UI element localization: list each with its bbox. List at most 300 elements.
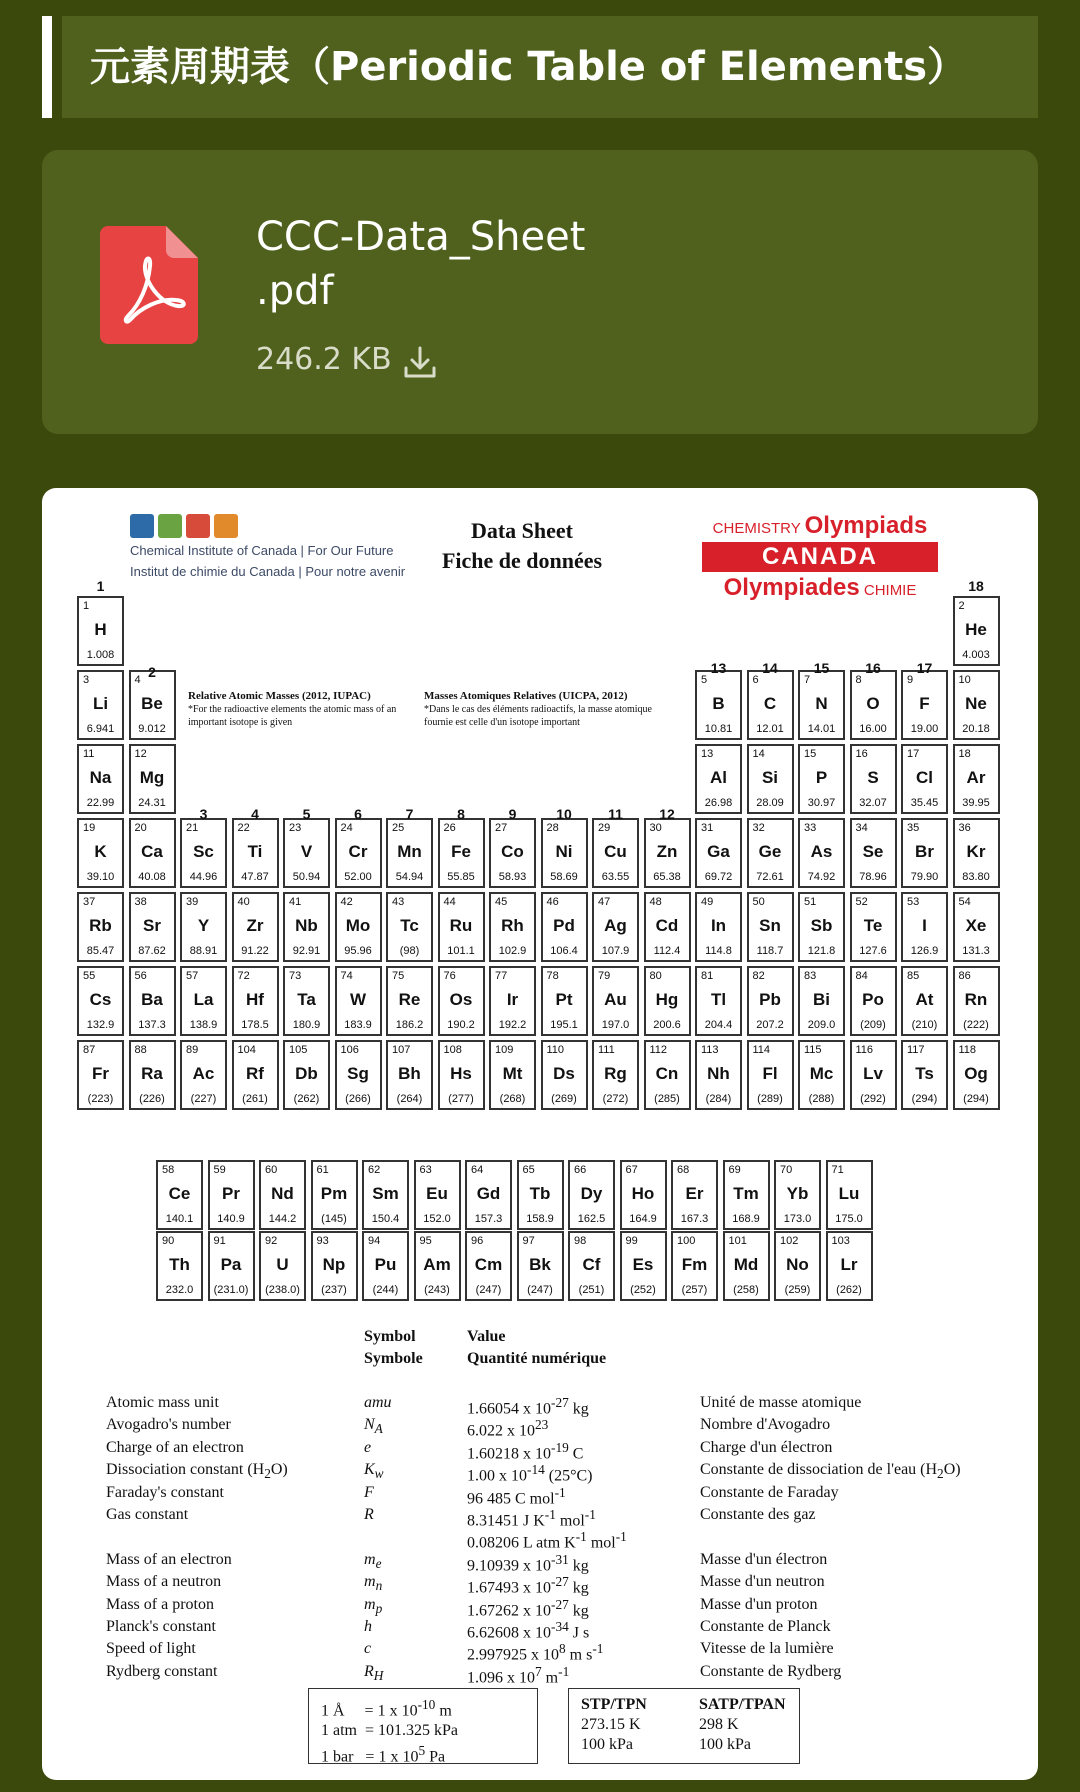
element-symbol: Og (964, 1064, 988, 1083)
element-cell-sn (747, 892, 794, 962)
const-name-fr: Nombre d'Avogadro (700, 1416, 831, 1434)
note-fr-body: *Dans le cas des éléments radioactifs, la masse atomique fournie est celle d'un isotope important (424, 704, 652, 728)
element-symbol: Mc (809, 1064, 834, 1083)
element-symbol: Ta (297, 990, 316, 1009)
atomic-number: 7 (804, 674, 811, 686)
element-cell-ar (953, 744, 1000, 814)
const-value: 96 485 C mol$^{-1}$ (467, 1484, 566, 1507)
const-symbol: $m_p$ (364, 1595, 383, 1616)
atomic-number: 10 (958, 674, 971, 686)
atomic-mass: 52.00 (344, 871, 372, 883)
atomic-number: 75 (392, 970, 405, 982)
element-cell-cn (644, 1040, 691, 1110)
element-symbol: Os (449, 990, 473, 1009)
atomic-number: 50 (752, 896, 765, 908)
atomic-mass: (243) (424, 1284, 450, 1296)
element-cell-ca (129, 818, 176, 888)
atomic-mass: 150.4 (371, 1213, 400, 1225)
element-symbol: Ac (192, 1064, 215, 1083)
element-cell-ga (695, 818, 742, 888)
element-symbol: Sc (193, 842, 214, 861)
element-symbol: Nh (707, 1064, 730, 1083)
atomic-number: 98 (574, 1235, 587, 1247)
atomic-number: 37 (83, 896, 96, 908)
atomic-mass: 9.012 (138, 723, 166, 735)
atomic-mass: 26.98 (704, 797, 733, 809)
atomic-number: 19 (83, 822, 96, 834)
atomic-number: 1 (83, 600, 90, 612)
element-symbol: K (94, 842, 107, 861)
value-header (467, 1326, 606, 1370)
element-cell-ti (232, 818, 279, 888)
element-symbol: Ce (168, 1184, 191, 1203)
note-en-title: Relative Atomic Masses (2012, IUPAC) (188, 690, 371, 702)
element-cell-li (77, 670, 124, 740)
atomic-number: 31 (701, 822, 714, 834)
const-name-fr: Constante de Faraday (700, 1483, 839, 1501)
atomic-number: 36 (958, 822, 971, 834)
element-cell-n (798, 670, 845, 740)
element-symbol: Pb (759, 990, 781, 1009)
element-symbol: Nb (295, 916, 318, 935)
atomic-mass: 164.9 (629, 1213, 657, 1225)
element-cell-hs (438, 1040, 485, 1110)
element-symbol: Bk (529, 1255, 551, 1274)
const-symbol: e (364, 1438, 372, 1456)
atomic-mass: (227) (190, 1093, 217, 1105)
stp-box (568, 1688, 800, 1764)
element-symbol: Tc (400, 916, 419, 935)
group-label-12: 12 (659, 806, 675, 822)
element-symbol: W (349, 990, 367, 1009)
element-symbol: Hf (246, 990, 264, 1009)
atomic-number: 4 (134, 674, 141, 686)
element-symbol: Cs (89, 990, 112, 1009)
download-icon[interactable] (402, 344, 438, 380)
element-cell-cd (644, 892, 691, 962)
element-cell-ta (283, 966, 330, 1036)
atomic-number: 59 (213, 1164, 226, 1176)
element-cell-ba (129, 966, 176, 1036)
atomic-mass: (294) (963, 1093, 989, 1105)
element-cell-y (180, 892, 227, 962)
atomic-mass: 186.2 (395, 1019, 424, 1031)
atomic-number: 32 (752, 822, 765, 834)
element-symbol: S (867, 768, 879, 787)
const-value: 1.096 x $10^7$ $m^{-1}$ (467, 1663, 570, 1687)
element-cell-cu (592, 818, 639, 888)
atomic-number: 105 (289, 1044, 308, 1056)
group-label-3: 3 (199, 806, 208, 822)
const-name-fr: Masse d'un électron (700, 1550, 828, 1568)
element-symbol: Zn (656, 842, 678, 861)
atomic-number: 26 (443, 822, 456, 834)
element-symbol: Cf (582, 1255, 601, 1274)
atomic-mass: 85.47 (86, 945, 115, 957)
element-cell-nb (283, 892, 330, 962)
atomic-number: 82 (752, 970, 765, 982)
atomic-mass: (272) (602, 1093, 629, 1105)
atomic-number: 13 (701, 748, 714, 760)
note-fr-title: Masses Atomiques Relatives (UICPA, 2012) (424, 690, 628, 702)
atomic-mass: 197.0 (601, 1019, 630, 1031)
element-cell-br (901, 818, 948, 888)
cic-logo-icon-green (158, 514, 182, 538)
element-symbol: Hg (655, 990, 679, 1009)
atomic-number: 118 (958, 1044, 977, 1056)
atomic-mass: 91.22 (241, 945, 269, 957)
atomic-mass: 102.9 (498, 945, 527, 957)
element-symbol: Am (423, 1255, 451, 1274)
const-name: Faraday's constant (106, 1483, 224, 1501)
element-cell-fr (77, 1040, 124, 1110)
element-cell-p (798, 744, 845, 814)
element-symbol: Li (92, 694, 109, 713)
element-symbol: Db (295, 1064, 318, 1083)
element-cell-mo (335, 892, 382, 962)
olymp-olympiades: Olympiades (723, 574, 860, 601)
atomic-number: 35 (907, 822, 920, 834)
atomic-mass: (252) (630, 1284, 656, 1296)
cic-logo-icon-blue (130, 514, 154, 538)
atomic-mass: 58.69 (550, 871, 578, 883)
element-symbol: O (866, 694, 880, 713)
element-cell-te (850, 892, 897, 962)
atomic-mass: (223) (87, 1093, 114, 1105)
element-symbol: He (965, 620, 987, 639)
atomic-number: 65 (522, 1164, 535, 1176)
const-name: Mass of an electron (106, 1550, 232, 1568)
atomic-mass: (277) (448, 1093, 474, 1105)
const-value: 8.31451 J $K^{-1}$ mol$^{-1}$ (467, 1507, 596, 1530)
const-symbol: $m_e$ (364, 1550, 382, 1571)
const-value: 0.08206 L atm $K^{-1}$ mol$^{-1}$ (467, 1529, 627, 1552)
page-title: 元素周期表（Periodic Table of Elements） (90, 44, 968, 90)
atomic-number: 27 (495, 822, 508, 834)
document-preview[interactable] (42, 488, 1038, 1780)
atomic-number: 8 (855, 674, 862, 686)
element-cell-pa (208, 1231, 255, 1301)
group-label-7: 7 (405, 806, 414, 822)
element-cell-sc (180, 818, 227, 888)
element-cell-md (723, 1231, 770, 1301)
const-name: Planck's constant (106, 1618, 216, 1635)
element-cell-mn (386, 818, 433, 888)
atomic-number: 101 (728, 1235, 747, 1247)
atomic-number: 15 (804, 748, 817, 760)
atomic-number: 22 (237, 822, 250, 834)
element-symbol: Mn (397, 842, 422, 861)
atomic-mass: 47.87 (241, 871, 269, 883)
element-symbol: Pd (553, 916, 575, 935)
element-cell-os (438, 966, 485, 1036)
element-cell-re (386, 966, 433, 1036)
atomic-number: 51 (804, 896, 817, 908)
group-label-9: 9 (508, 806, 517, 822)
element-symbol: Ir (506, 990, 519, 1009)
pdf-icon (100, 226, 198, 344)
element-cell-pd (541, 892, 588, 962)
element-symbol: Ts (915, 1064, 934, 1083)
atomic-number: 9 (907, 674, 914, 686)
element-cell-at (901, 966, 948, 1036)
atomic-mass: 39.10 (86, 871, 115, 883)
atomic-number: 100 (677, 1235, 696, 1247)
element-cell-mc (798, 1040, 845, 1110)
element-symbol: No (786, 1255, 809, 1274)
element-cell-s (850, 744, 897, 814)
element-cell-ds (541, 1040, 588, 1110)
olympiads-logo (702, 512, 938, 602)
element-cell-cr (335, 818, 382, 888)
element-symbol: Ne (965, 694, 987, 713)
atomic-number: 6 (752, 674, 759, 686)
element-cell-bh (386, 1040, 433, 1110)
atomic-mass: (268) (499, 1093, 526, 1105)
const-value: 1.66054 x $10^{-27}$ kg (467, 1395, 589, 1418)
note-english (188, 690, 398, 729)
element-cell-ce (156, 1160, 203, 1230)
element-symbol: Rh (501, 916, 524, 935)
atomic-mass: 20.18 (962, 723, 990, 735)
element-cell-ni (541, 818, 588, 888)
symbol-header-fr: Symbole (364, 1350, 423, 1367)
const-symbol: h (364, 1618, 372, 1635)
atomic-mass: 50.94 (292, 871, 321, 883)
satp-pressure: 100 kPa (699, 1736, 751, 1753)
element-cell-ra (129, 1040, 176, 1110)
element-symbol: In (710, 916, 727, 935)
file-name[interactable] (256, 210, 585, 318)
group-label-17: 17 (916, 660, 933, 676)
element-cell-eu (414, 1160, 461, 1230)
atomic-mass: 158.9 (526, 1213, 554, 1225)
atomic-number: 115 (804, 1044, 822, 1056)
element-symbol: Tb (529, 1184, 551, 1203)
element-symbol: P (815, 768, 828, 787)
element-cell-lu (826, 1160, 873, 1230)
atomic-number: 87 (83, 1044, 96, 1056)
atomic-number: 61 (316, 1164, 329, 1176)
atomic-mass: 140.1 (165, 1213, 194, 1225)
const-name: Speed of light (106, 1640, 196, 1658)
element-cell-tb (517, 1160, 564, 1230)
element-cell-he (953, 596, 1000, 666)
element-symbol: La (193, 990, 214, 1009)
atomic-number: 108 (443, 1044, 462, 1056)
const-name: Charge of an electron (106, 1438, 244, 1456)
atomic-number: 109 (495, 1044, 514, 1056)
element-symbol: Co (501, 842, 524, 861)
element-cell-nh (695, 1040, 742, 1110)
element-symbol: C (763, 694, 777, 713)
atomic-mass: (292) (860, 1093, 886, 1105)
element-cell-am (414, 1231, 461, 1301)
atomic-number: 29 (598, 822, 611, 834)
element-symbol: Eu (426, 1184, 448, 1203)
element-symbol: Lv (863, 1064, 883, 1083)
unit-conversion: 1 Å = 1 x $10^{-10}$ m (321, 1697, 452, 1720)
satp-header: SATP/TPAN (699, 1696, 786, 1713)
element-symbol: Al (710, 768, 727, 787)
element-cell-fe (438, 818, 485, 888)
element-symbol: Rb (89, 916, 112, 935)
olymp-chemistry: CHEMISTRY (712, 520, 801, 537)
group-label-8: 8 (457, 806, 465, 822)
element-cell-th (156, 1231, 203, 1301)
atomic-number: 97 (522, 1235, 535, 1247)
element-cell-w (335, 966, 382, 1036)
element-symbol: Te (863, 916, 883, 935)
element-cell-tm (723, 1160, 770, 1230)
element-cell-cf (568, 1231, 615, 1301)
atomic-mass: 39.95 (962, 797, 990, 809)
element-symbol: Mo (345, 916, 371, 935)
element-symbol: Hs (450, 1064, 472, 1083)
element-cell-fl (747, 1040, 794, 1110)
atomic-number: 94 (368, 1235, 381, 1247)
element-symbol: Er (685, 1184, 704, 1203)
atomic-number: 112 (649, 1044, 668, 1056)
atomic-mass: (244) (372, 1284, 399, 1296)
const-name-fr: Vitesse de la lumière (700, 1640, 834, 1658)
element-cell-pt (541, 966, 588, 1036)
atomic-mass: 63.55 (601, 871, 630, 883)
atomic-mass: (284) (705, 1093, 732, 1105)
element-cell-ts (901, 1040, 948, 1110)
atomic-mass: 204.4 (704, 1019, 733, 1031)
atomic-number: 68 (677, 1164, 690, 1176)
element-symbol: Fr (92, 1064, 109, 1083)
element-symbol: Y (197, 916, 210, 935)
atomic-number: 96 (471, 1235, 484, 1247)
section-header (42, 16, 1038, 118)
atomic-number: 74 (340, 970, 353, 982)
atomic-mass: 168.9 (732, 1213, 760, 1225)
atomic-mass: (294) (911, 1093, 938, 1105)
atomic-mass: 83.80 (962, 871, 990, 883)
atomic-number: 52 (855, 896, 868, 908)
element-symbol: Na (89, 768, 112, 787)
atomic-number: 103 (831, 1235, 850, 1247)
element-cell-rg (592, 1040, 639, 1110)
atomic-number: 107 (392, 1044, 411, 1056)
group-label-6: 6 (354, 806, 362, 822)
atomic-mass: 137.3 (138, 1019, 166, 1031)
group-label-18: 18 (968, 578, 984, 594)
atomic-mass: 32.07 (859, 797, 887, 809)
element-cell-au (592, 966, 639, 1036)
atomic-mass: (262) (293, 1093, 320, 1105)
atomic-mass: 144.2 (268, 1213, 297, 1225)
element-symbol: Xe (965, 916, 987, 935)
element-cell-np (311, 1231, 358, 1301)
atomic-mass: 162.5 (577, 1213, 606, 1225)
element-cell-zn (644, 818, 691, 888)
atomic-number: 64 (471, 1164, 484, 1176)
unit-conversion: 1 atm = 101.325 kPa (321, 1722, 459, 1740)
element-symbol: Lu (838, 1184, 860, 1203)
atomic-mass: 101.1 (447, 945, 475, 957)
const-value: 9.10939 x $10^{-31}$ kg (467, 1551, 589, 1575)
element-symbol: At (915, 990, 934, 1009)
atomic-number: 2 (958, 600, 965, 612)
atomic-mass: (210) (911, 1019, 938, 1031)
group-label-2: 2 (148, 664, 156, 680)
element-symbol: Ge (758, 842, 782, 861)
element-symbol: U (276, 1255, 289, 1274)
const-name: Avogadro's number (106, 1416, 231, 1434)
atomic-number: 16 (855, 748, 868, 760)
element-symbol: Es (632, 1255, 654, 1274)
atomic-mass: (98) (399, 945, 420, 957)
element-cell-hf (232, 966, 279, 1036)
file-attachment-card[interactable] (42, 150, 1038, 434)
element-symbol: F (919, 694, 930, 713)
atomic-number: 114 (752, 1044, 771, 1056)
atomic-number: 95 (419, 1235, 432, 1247)
element-cell-si (747, 744, 794, 814)
cic-logo-icon-orange (214, 514, 238, 538)
element-symbol: Th (169, 1255, 190, 1274)
element-cell-zr (232, 892, 279, 962)
element-cell-mt (489, 1040, 536, 1110)
olymp-chimie: CHIMIE (863, 582, 917, 599)
atomic-number: 56 (134, 970, 147, 982)
element-symbol: As (810, 842, 833, 861)
atomic-mass: 126.9 (910, 945, 939, 957)
symbol-header-en: Symbol (364, 1328, 416, 1345)
const-name-fr: Constante de Planck (700, 1618, 831, 1635)
element-cell-sr (129, 892, 176, 962)
cic-name-en: Chemical Institute of Canada | For Our Future (130, 543, 394, 558)
element-symbol: Ga (707, 842, 730, 861)
atomic-number: 58 (162, 1164, 175, 1176)
element-cell-tl (695, 966, 742, 1036)
atomic-number: 46 (546, 896, 559, 908)
atomic-mass: 4.003 (962, 649, 990, 661)
element-cell-o (850, 670, 897, 740)
atomic-number: 14 (752, 748, 765, 760)
atomic-mass: (261) (242, 1093, 268, 1105)
element-symbol: V (300, 842, 313, 861)
element-symbol: Pu (374, 1255, 397, 1274)
atomic-number: 48 (649, 896, 662, 908)
const-symbol: $N_A$ (364, 1416, 383, 1437)
group-label-15: 15 (813, 660, 830, 676)
atomic-mass: 131.3 (962, 945, 990, 957)
atomic-mass: 12.01 (756, 723, 784, 735)
element-cell-dy (568, 1160, 615, 1230)
atomic-mass: 69.72 (704, 871, 733, 883)
element-symbol: Cr (348, 842, 368, 861)
element-symbol: Gd (476, 1184, 501, 1203)
atomic-mass: 178.5 (241, 1019, 269, 1031)
atomic-number: 110 (546, 1044, 565, 1056)
element-cell-db (283, 1040, 330, 1110)
atomic-mass: 138.9 (189, 1019, 218, 1031)
atomic-mass: (289) (757, 1093, 783, 1105)
atomic-mass: (285) (654, 1093, 680, 1105)
const-symbol: $K_w$ (364, 1461, 384, 1482)
atomic-mass: 127.6 (859, 945, 887, 957)
atomic-mass: 114.8 (705, 945, 732, 957)
element-cell-mg (129, 744, 176, 814)
const-symbol: amu (364, 1394, 392, 1411)
file-name-line1: CCC-Data_Sheet (256, 214, 586, 260)
element-symbol: Se (862, 842, 884, 861)
element-symbol: Rn (964, 990, 988, 1009)
